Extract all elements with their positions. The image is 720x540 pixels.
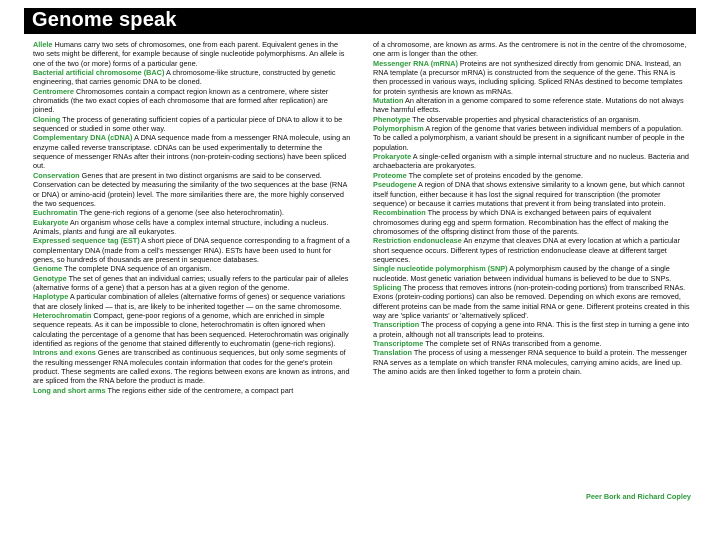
glossary-entry (373, 124, 691, 152)
glossary-term: Long and short arms (33, 385, 106, 395)
glossary-definition: The process of generating sufficient copies of a particular piece of DNA to allow it to be sequenced or studied in some other way. (33, 114, 343, 134)
glossary-definition: A single-celled organism with a simple internal structure and no nucleus. Bacteria and archaebacteria are prokaryotes. (373, 152, 689, 171)
glossary-term: Single nucleotide polymorphism (SNP) (373, 264, 508, 274)
glossary-entry (33, 292, 351, 311)
glossary-definition: A polymorphism caused by the change of a single nucleotide. Most genetic variation between individual humans is believed to be due to SNPs. (373, 264, 672, 283)
glossary-term: Mutation (373, 96, 404, 106)
glossary-entry (33, 208, 351, 217)
glossary-definition: A particular combination of alleles (alternative forms of genes) or sequence variations that are closely linked — that is, are likely to be inherited together — on the same chromosome. (33, 292, 345, 311)
glossary-entry (373, 320, 691, 339)
glossary-definition: The process of using a messenger RNA sequence to build a protein. The messenger RNA serves as a template on which transfer RNA molecules, carrying amino acids, are lined up. The amino acids are then linked together to form a protein chain. (373, 348, 688, 377)
glossary-term: Haplotype (33, 292, 69, 302)
glossary-term: Cloning (33, 114, 61, 124)
glossary-definition: Genes are transcribed as continuous sequences, but only some segments of the resulting messenger RNA molecules contain information that codes for the gene's protein product. These segments are called exons. The regions between exons are known as introns, and are spliced from the RNA before the product is made. (33, 348, 350, 386)
glossary-definition: Compact, gene-poor regions of a genome, which are enriched in simple sequence repeats. As it can be impossible to clone, heterochromatin is often ignored when calculating the percentage of a genome that has been sequenced. Heterochromatin was originally identified as regions of the genome that stained differently to euchromatin (gene-rich regions). (33, 310, 349, 348)
glossary-column-right (373, 40, 691, 376)
glossary-term: Recombination (373, 208, 426, 218)
glossary-term: Translation (373, 348, 412, 358)
glossary-entry (33, 218, 351, 237)
glossary-entry (373, 171, 691, 180)
glossary-entry (33, 311, 351, 348)
glossary-term: Messenger RNA (mRNA) (373, 58, 458, 68)
glossary-entry (373, 348, 691, 376)
glossary-definition: Genes that are present in two distinct organisms are said to be conserved. Conservation can be detected by measuring the similarity of the two sequences at the base (RNA or DNA) or amino-acid (protein) level. The more similarities there are, the more highly conserved the two sequences. (33, 170, 347, 208)
glossary-term: Eukaryote (33, 217, 69, 227)
glossary-entry (33, 264, 351, 273)
glossary-term: Introns and exons (33, 348, 96, 358)
glossary-term: Centromere (33, 86, 74, 96)
glossary-term: Transcription (373, 320, 420, 330)
glossary-definition: An enzyme that cleaves DNA at every location at which a particular short sequence occurs. Different types of restriction endonuclease cleave at different target sequences. (373, 236, 681, 264)
glossary-definition: The process by which DNA is exchanged between pairs of equivalent chromosomes during egg and sperm formation. Recombination has the effect of making the chromosomes of the offspring distinct from those of the parents. (373, 208, 669, 236)
glossary-entry (373, 283, 691, 320)
glossary-term: Prokaryote (373, 152, 412, 162)
glossary-definition: The complete DNA sequence of an organism. (64, 264, 212, 274)
glossary-term: Polymorphism (373, 124, 424, 134)
glossary-term: Phenotype (373, 114, 411, 124)
glossary-definition: The process that removes introns (non-protein-coding portions) from transcribed RNAs. Exons (protein-coding portions) can also be removed. Depending on which exons are removed, different proteins can be made from the same initial RNA or gene. Different proteins created in this way are 'splice variants' or 'alternatively spliced'. (373, 282, 690, 320)
glossary-definition: Chromosomes contain a compact region known as a centromere, where sister chromatids (the two exact copies of each chromosome that are formed after replication) are joined. (33, 86, 329, 115)
glossary-definition: The process of copying a gene into RNA. This is the first step in turning a gene into a protein, although not all transcripts lead to proteins. (373, 320, 690, 339)
glossary-entry (373, 180, 691, 208)
glossary-entry (373, 115, 691, 124)
glossary-definition: The gene-rich regions of a genome (see also heterochromatin). (79, 208, 284, 218)
glossary-entry (373, 264, 691, 283)
glossary-term: Proteome (373, 170, 407, 180)
glossary-entry (33, 274, 351, 293)
glossary-definition: An alteration in a genome compared to some reference state. Mutations do not always have harmful effects. (373, 96, 684, 115)
glossary-definition: The set of genes that an individual carries; usually refers to the particular pair of alleles (alternative forms of a gene) that a person has at a given region of the genome. (33, 273, 349, 292)
glossary-definition: of a chromosome, are known as arms. As the centromere is not in the centre of the chromosome, one arm is longer than the other. (373, 40, 687, 59)
glossary-term: Bacterial artificial chromosome (BAC) (33, 68, 165, 78)
glossary-entry (373, 40, 691, 59)
glossary-definition: A chromosome-like structure, constructed by genetic engineering, that carries genomic DNA to be cloned. (33, 68, 336, 87)
glossary-entry (33, 171, 351, 208)
glossary-entry (33, 133, 351, 170)
glossary-definition: Proteins are not synthesized directly from genomic DNA. Instead, an RNA template (a precursor mRNA) is constructed from the sequence of the gene. This RNA is then processed in various ways, including splicing. Spliced RNAs destined to become templates for protein synthesis are known as mRNAs. (373, 58, 683, 96)
page-title: Genome speak (32, 9, 177, 31)
glossary-term: Expressed sequence tag (EST) (33, 236, 140, 246)
glossary-entry (373, 339, 691, 348)
glossary-term: Pseudogene (373, 180, 417, 190)
glossary-entry (33, 386, 351, 395)
glossary-term: Splicing (373, 282, 402, 292)
glossary-term: Restriction endonuclease (373, 236, 462, 246)
glossary-term: Euchromatin (33, 208, 78, 218)
glossary-definition: A region of DNA that shows extensive similarity to a known gene, but which cannot itself function, either because it has lost the signal required for transcription (the promoter sequence) or because it carries mutations that prevent it from being translated into protein. (373, 180, 685, 208)
glossary-entry (33, 115, 351, 134)
glossary-definition: Humans carry two sets of chromosomes, one from each parent. Equivalent genes in the two sets might be different, for example because of single nucleotide polymorphisms. An allele is one of the two (or more) forms of a particular gene. (33, 40, 345, 68)
glossary-definition: A short piece of DNA sequence corresponding to a fragment of a complementary DNA (made from a cell's messenger RNA). ESTs have been used to hunt for genes, so hundreds of thousands are present in sequence databases. (33, 236, 350, 264)
glossary-term: Allele (33, 40, 53, 49)
glossary-entry (373, 236, 691, 264)
glossary-definition: The regions either side of the centromere, a compact part (107, 385, 294, 395)
glossary-definition: A DNA sequence made from a messenger RNA molecule, using an enzyme called reverse transcriptase. cDNAs can be used experimentally to determine the sequence of messenger RNAs after their introns (non-protein-coding sections) have been spliced out. (33, 133, 351, 171)
glossary-definition: The complete set of RNAs transcribed from a genome. (425, 339, 602, 348)
glossary-term: Transcriptome (373, 339, 424, 348)
glossary-entry (373, 96, 691, 115)
glossary-term: Complementary DNA (cDNA) (33, 133, 133, 143)
glossary-entry (33, 87, 351, 115)
title-bar (24, 8, 696, 34)
glossary-term: Heterochromatin (33, 310, 92, 320)
author-credit: Peer Bork and Richard Copley (585, 492, 691, 501)
glossary-entry (33, 348, 351, 385)
glossary-term: Genotype (33, 273, 67, 283)
glossary-entry (33, 236, 351, 264)
glossary-term: Conservation (33, 170, 80, 180)
glossary-entry (373, 59, 691, 96)
glossary-column-left (33, 40, 351, 395)
glossary-entry (373, 152, 691, 171)
glossary-entry (33, 40, 351, 68)
glossary-definition: The observable properties and physical characteristics of an organism. (412, 114, 641, 124)
glossary-definition: The complete set of proteins encoded by the genome. (408, 170, 583, 180)
glossary-definition: An organism whose cells have a complex internal structure, including a nucleus. Animals, plants and fungi are all eukaryotes. (33, 217, 329, 236)
glossary-entry (33, 68, 351, 87)
glossary-entry (373, 208, 691, 236)
glossary-term: Genome (33, 264, 63, 274)
glossary-definition: A region of the genome that varies between individual members of a population. To be called a polymorphism, a variant should be present in a significant number of people in the population. (373, 124, 685, 152)
